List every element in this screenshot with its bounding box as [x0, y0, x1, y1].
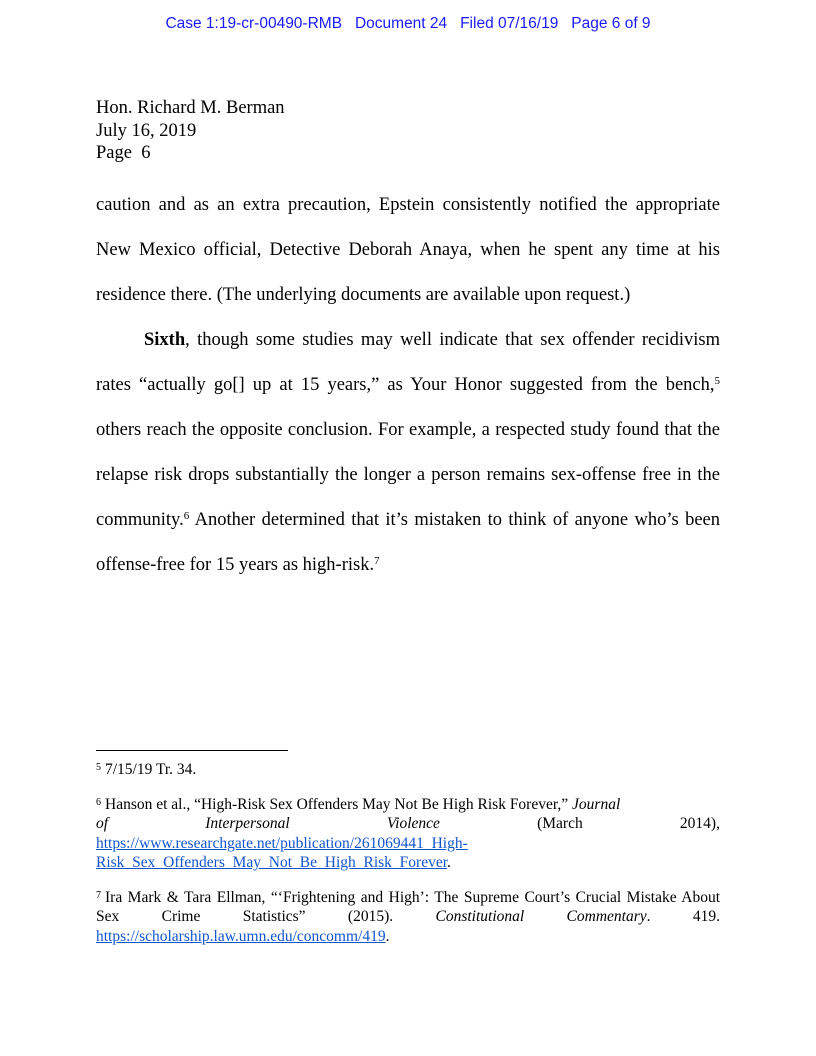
footnote-number: 6 — [96, 796, 101, 808]
umn-scholarship-link[interactable]: https://scholarship.law.umn.edu/concomm/419 — [96, 927, 386, 945]
publication-date: (March — [537, 815, 583, 832]
paragraph-text: , though some studies may well indicate that sex offender recidivism rates “actually go[] up at 15 years,” as Your Honor suggested from the bench, — [96, 330, 720, 395]
researchgate-link[interactable]: https://www.researchgate.net/publication/261069441_High- — [96, 834, 468, 852]
letter-body — [96, 183, 720, 588]
footnote-period: . — [447, 854, 451, 871]
journal-name: of — [96, 815, 109, 832]
letter-date: July 16, 2019 — [96, 120, 197, 141]
letterhead — [96, 97, 285, 165]
journal-name: Journal — [572, 795, 621, 813]
footnote-text: 7/15/19 Tr. 34. — [105, 761, 197, 778]
journal-name: Violence — [386, 815, 440, 832]
addressee: Hon. Richard M. Berman — [96, 98, 285, 118]
publication-date: 2014), — [679, 815, 720, 832]
footnote-period: . — [385, 927, 390, 945]
paragraph-text: Another determined that it’s mistaken to think of anyone who’s been offense-free for 15 years as high-risk. — [96, 510, 720, 575]
footnote-6 — [96, 795, 720, 873]
filed-date: Filed 07/16/19 — [460, 15, 559, 32]
footnote-divider — [96, 750, 288, 751]
page-count: Page 6 of 9 — [571, 15, 651, 32]
footnote-ref-6[interactable]: 6 — [183, 510, 190, 522]
page-label: Page 6 — [96, 143, 151, 163]
footnote-7 — [96, 888, 720, 947]
footnote-text: Hanson et al., “High-Risk Sex Offenders May Not Be High Risk Forever,” — [105, 795, 569, 813]
footnotes — [96, 760, 720, 961]
footnote-number: 7 — [96, 889, 101, 901]
journal-name: Interpersonal — [205, 815, 290, 832]
sixth-heading: Sixth — [144, 330, 186, 350]
researchgate-link[interactable]: Risk_Sex_Offenders_May_Not_Be_High_Risk_Forever — [96, 854, 448, 871]
footnote-5 — [96, 760, 720, 780]
footnote-number: 5 — [96, 762, 101, 773]
footnote-text: . 419. — [646, 908, 720, 925]
paragraph-continuation: caution and as an extra precaution, Epstein consistently notified the appropriate New Mexico official, Detective Deborah Anaya, when he spent any time at his residence there. (The underlying documents are available upon request.) — [96, 195, 720, 305]
journal-name: Constitutional Commentary — [435, 908, 647, 925]
footnote-ref-5[interactable]: 5 — [714, 375, 720, 387]
paragraph-text: others reach the opposite conclusion. For example, a respected study found that the relapse risk drops substantially the longer a person remains sex-offense free in the community. — [96, 420, 720, 530]
case-number: Case 1:19-cr-00490-RMB — [165, 15, 343, 32]
paragraph-sixth — [96, 318, 720, 588]
document-number: Document 24 — [354, 15, 448, 32]
court-filing-header — [0, 15, 816, 33]
footnote-text: Ira Mark & Tara Ellman, “‘Frightening and High’: The Supreme Court’s Crucial Mistake About Sex Crime Statistics” (2015). — [96, 888, 720, 925]
footnote-ref-7[interactable]: 7 — [374, 555, 380, 567]
